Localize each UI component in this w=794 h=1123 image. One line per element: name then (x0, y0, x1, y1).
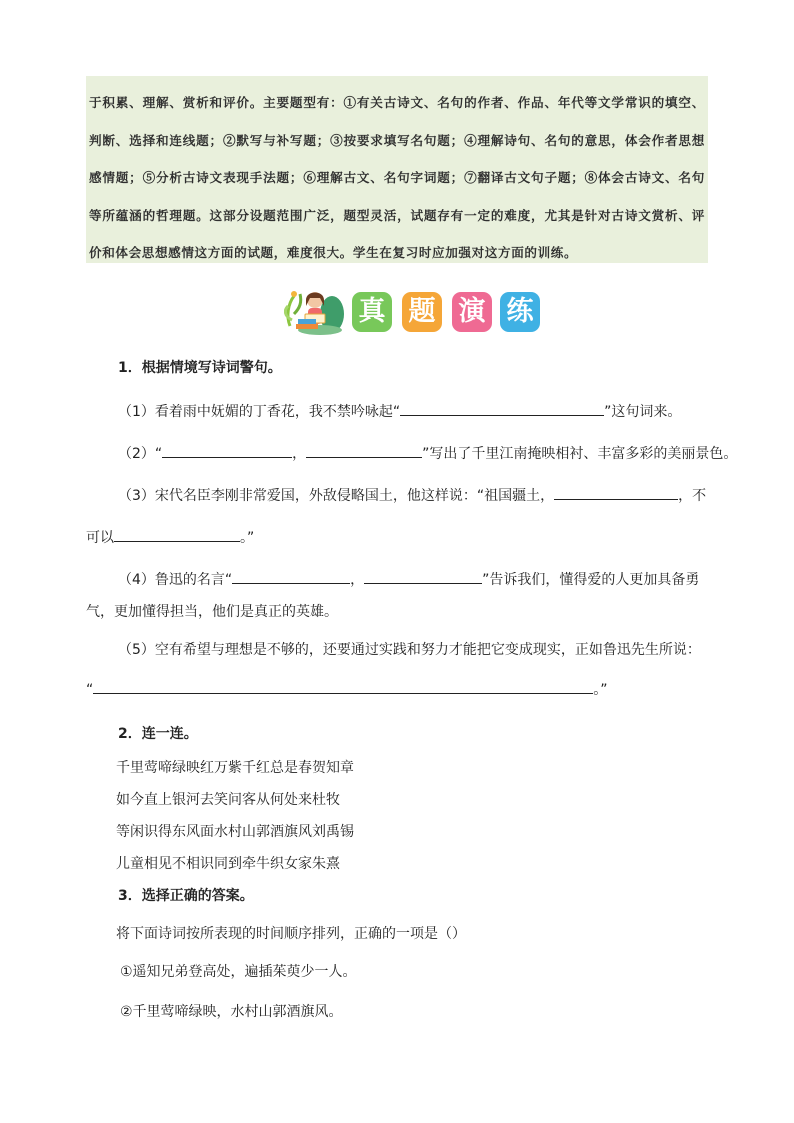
q1-item-1-text: ”这句词来。 (604, 404, 682, 420)
answer-blank[interactable] (114, 526, 240, 542)
intro-box (86, 76, 708, 263)
q1-item-5-text: 。” (593, 682, 608, 698)
q3-option-1: ①遥知兄弟登高处，遍插茱萸少一人。 (120, 964, 357, 980)
q1-item-3-text: （3）宋代名臣李刚非常爱国，外敌侵略国土，他这样说：“祖国疆土， (118, 488, 555, 504)
q2-row: 千里莺啼绿映红万紫千红总是春贺知章 (116, 760, 354, 776)
q1-item-3-text: 。” (240, 530, 255, 546)
answer-blank[interactable] (554, 484, 678, 500)
q2-row: 如今直上银河去笑问客从何处来杜牧 (116, 792, 340, 808)
answer-blank[interactable] (162, 442, 292, 458)
banner-tile: 真 (352, 292, 392, 332)
answer-blank[interactable] (232, 568, 350, 584)
q2-title: 2．连一连。 (118, 726, 198, 742)
q1-item-4-text: ， (350, 572, 365, 588)
q1-item-4-text: ”告诉我们，懂得爱的人更加具备勇 (482, 572, 700, 588)
q1-item-3-cont (86, 526, 254, 548)
q1-item-5-text: “ (86, 682, 94, 698)
q1-item-5 (118, 640, 701, 660)
q1-item-2-text: ”写出了千里江南掩映相衬、丰富多彩的美丽景色。 (422, 446, 738, 462)
banner-tile: 演 (452, 292, 492, 332)
q1-item-3 (118, 484, 706, 506)
q3-title: 3．选择正确的答案。 (118, 888, 254, 904)
section-banner (284, 286, 544, 336)
q2-row: 等闲识得东风面水村山郭酒旗风刘禹锡 (116, 824, 354, 840)
girl-reading-illustration (284, 286, 346, 336)
banner-tile: 练 (500, 292, 540, 332)
q1-item-3-text: 可以 (86, 530, 114, 546)
answer-blank[interactable] (93, 678, 593, 694)
answer-blank[interactable] (400, 400, 604, 416)
q3-stem: 将下面诗词按所表现的时间顺序排列，正确的一项是（） (116, 926, 466, 942)
banner-tile: 题 (402, 292, 442, 332)
q1-item-2-text: ， (292, 446, 307, 462)
q1-item-1-text: （1）看着雨中妩媚的丁香花，我不禁吟咏起“ (118, 404, 401, 420)
q1-item-4 (118, 568, 699, 590)
q2-row: 儿童相见不相识同到牵牛织女家朱熹 (116, 856, 340, 872)
answer-blank[interactable] (306, 442, 422, 458)
answer-blank[interactable] (364, 568, 482, 584)
q1-item-4-cont (86, 602, 338, 622)
q1-item-2-text: （2）“ (118, 446, 163, 462)
q1-item-5-text: （5）空有希望与理想是不够的，还要通过实践和努力才能把它变成现实，正如鲁迅先生所说： (118, 642, 701, 658)
q1-item-2 (118, 442, 737, 464)
q1-item-1 (118, 400, 681, 422)
q1-item-4-text: （4）鲁迅的名言“ (118, 572, 233, 588)
intro-text: 于积累、理解、赏析和评价。主要题型有：①有关古诗文、名句的作者、作品、年代等文学常识的填空、判断、选择和连线题；②默写与补写题；③按要求填写名句题；④理解诗句、名句的意思，体会作者思想感情题；⑤分析古诗文表现手法题；⑥理解古文、名句字词题；⑦翻译古文句子题；⑧体会古诗文、名句等所蕴涵的哲理题。这部分设题范围广泛，题型灵活，试题存有一定的难度，尤其是针对古诗文赏析、评价和体会思想感情这方面的试题，难度很大。学生在复习时应加强对这方面的训练。 (89, 95, 705, 260)
q1-item-4-text: 气，更加懂得担当，他们是真正的英雄。 (86, 604, 338, 620)
q1-title: 1．根据情境写诗词警句。 (118, 360, 282, 376)
q1-item-3-text: ，不 (678, 488, 707, 504)
q3-option-2: ②千里莺啼绿映，水村山郭酒旗风。 (120, 1004, 343, 1020)
q1-item-5-cont (86, 678, 608, 700)
